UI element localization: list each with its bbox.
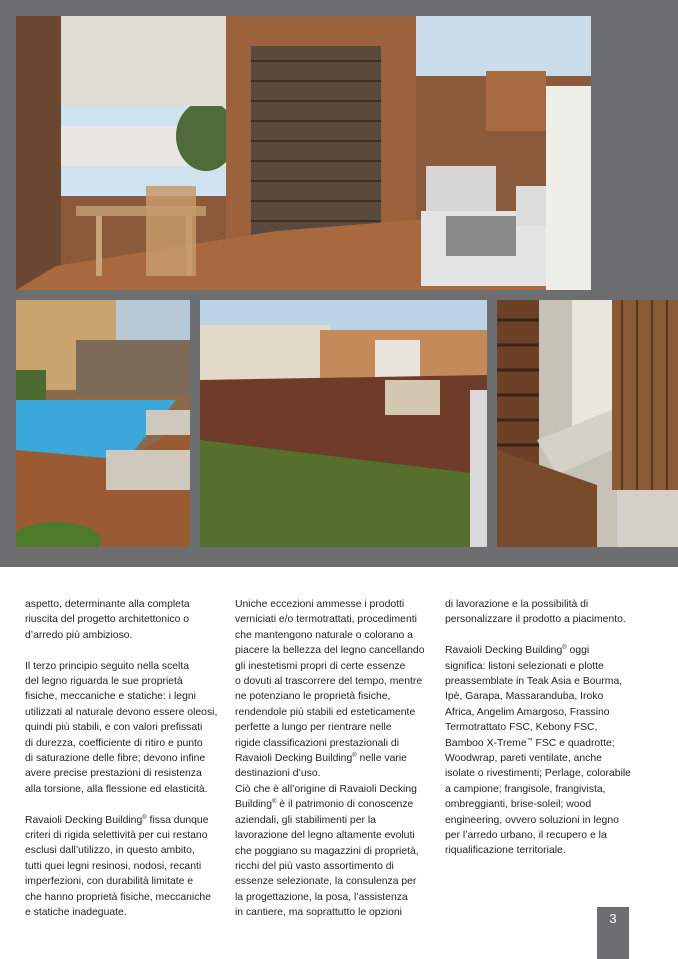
paragraph: Ravaioli Decking Building® oggi significa: listoni selezionati e plotte preassemblate in Teak Asia e Bourma, Ipè, Garapa, Massaranduba, Iroko Africa, Angelim Amargoso, Frassino Termotrattato FSC, Kebony FSC, Bamboo X-Treme™ FSC e quadrotte; Woodwrap, pareti ventilate, anche isolate o rivestimenti; Perlage, colorabile a campione; frangisole, frangivista, ombreggianti, brise-soleil; wood engineering, ovvero soluzioni in legno per l’arredo urbano, il recupero e la riqualificazione territoriale. <box>445 645 631 857</box>
paragraph: di lavorazione e la possibilità di personalizzare il prodotto a piacimento. <box>445 599 626 626</box>
page-number: 3 <box>609 911 617 926</box>
paragraph: Ciò che è all’origine di Ravaioli Decking Building® è il patrimonio di conoscenze aziendali, gli stabilimenti per la lavorazione del legno altamente evoluti che poggiano su magazzini di proprietà, ricchi del più vasto assortimento di essenze selezionate, la consulenza per la progettazione, la posa, l’assistenza in cantiere, ma soprattutto le opzioni <box>235 783 419 919</box>
photo-lawn-deck <box>200 300 487 547</box>
photo-wood-screens <box>497 300 678 547</box>
paragraph: aspetto, determinante alla completa riuscita del progetto architettonico o d’arredo più ambizioso. <box>25 599 190 641</box>
text-column-1 <box>25 597 221 936</box>
paragraph: Ravaioli Decking Building® fissa dunque criteri di rigida selettività per cui restano esclusi dall’utilizzo, in questo ambito, tutti quei legni resinosi, nodosi, recanti imperfezioni, con durabilità limitate e che hanno proprietà fisiche, meccaniche e statiche inadeguate. <box>25 814 211 919</box>
paragraph: Il terzo principio seguito nella scelta del legno riguarda le sue proprietà fisiche, meccaniche e statiche: i legni utilizzati al naturale devono essere oleosi, quindi più stabili, e con valori prefissati di durezza, coefficiente di ritiro e punto di saturazione delle fibre; devono infine avere precise prestazioni di resistenza alla torsione, alla flessione ed elasticità. <box>25 660 218 795</box>
photo-terrace <box>16 16 591 290</box>
paragraph: Uniche eccezioni ammesse i prodotti verniciati e/o termotrattati, procedimenti che mantengono naturale o colorano a piacere la bellezza del legno cancellando gli inestetismi propri di certe essenze o dovuti al trascorrere del tempo, mentre ne potenziano le proprietà fisiche, rendendole più stabili ed esteticamente perfette a lungo per rientrare nelle rigide classificazioni prestazionali di Ravaioli Decking Building® nelle varie destinazioni d’uso. <box>235 599 425 780</box>
page-number-tab <box>597 907 629 959</box>
photo-pool <box>16 300 190 547</box>
text-column-2 <box>235 597 431 936</box>
text-column-3 <box>445 597 645 874</box>
